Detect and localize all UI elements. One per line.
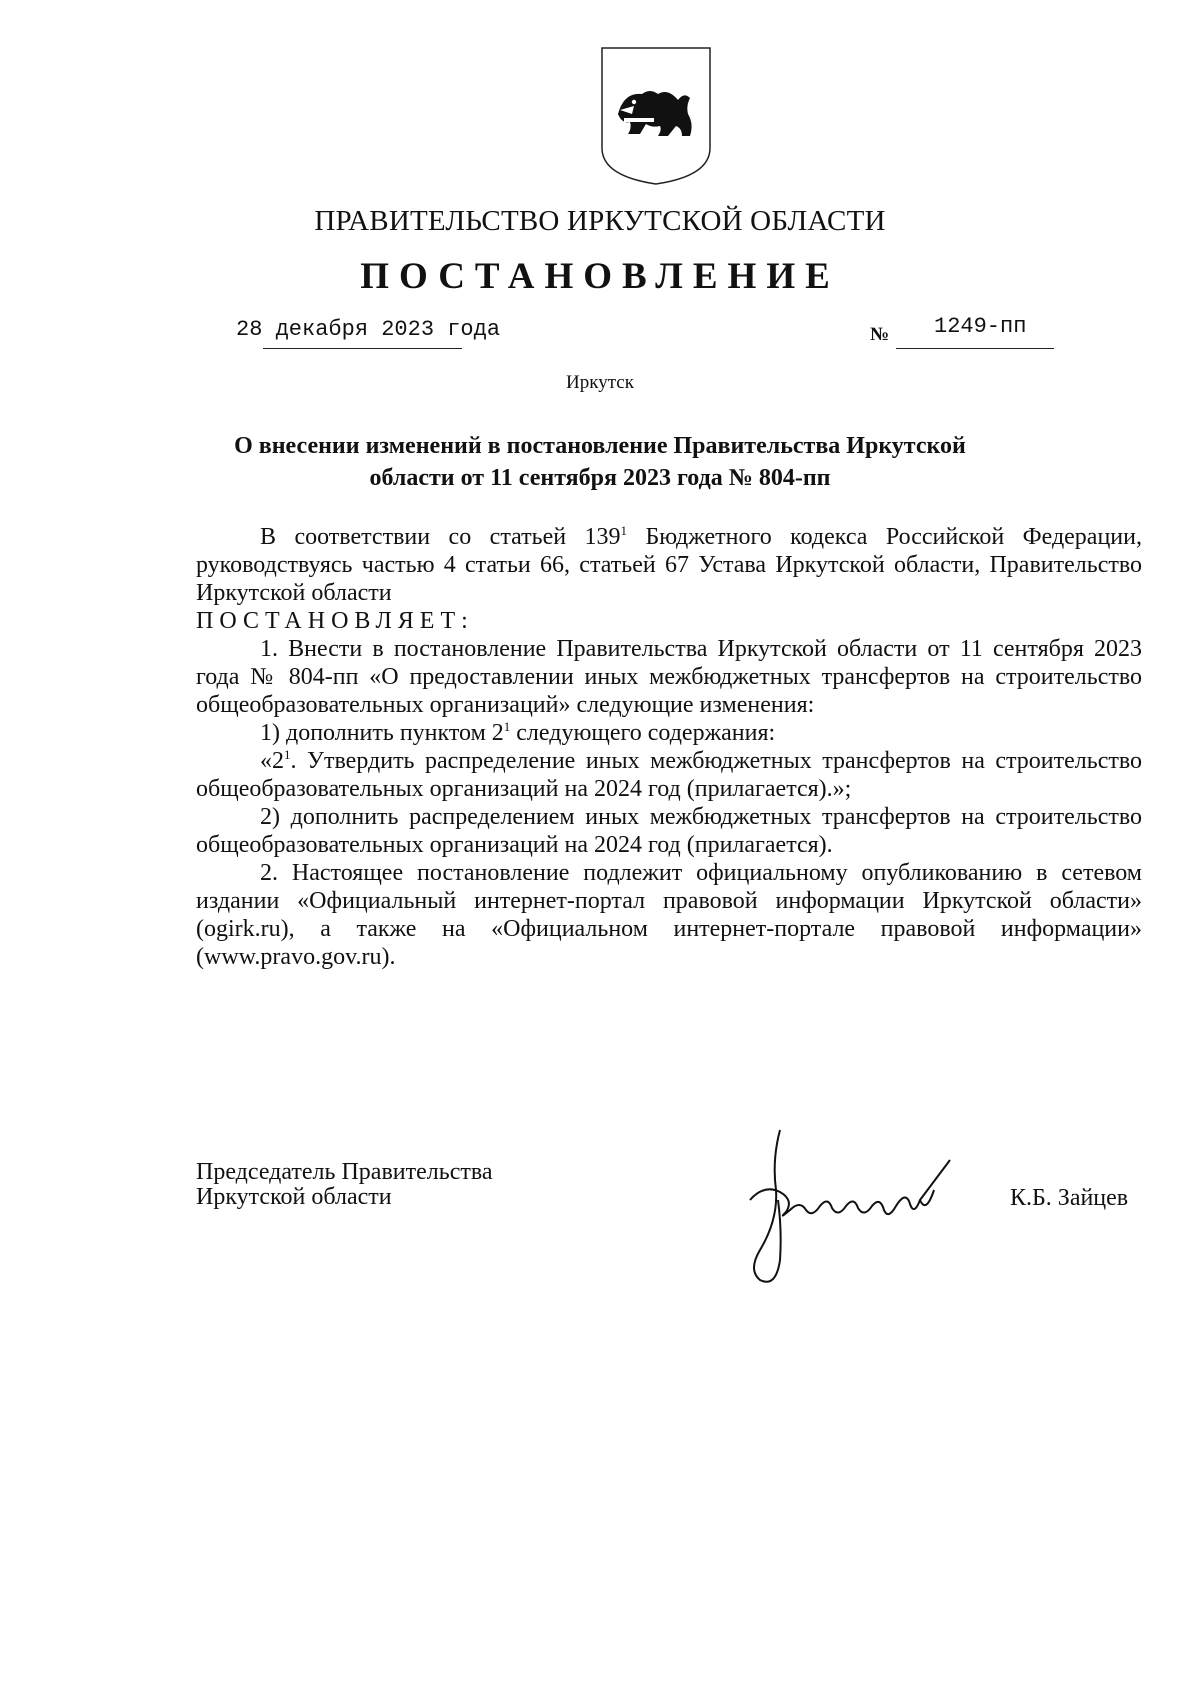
superscript: 1 [620,523,628,538]
handwritten-signature [720,1120,980,1300]
item-text: 1) дополнить пунктом 2 [260,720,504,746]
signer-position [196,1160,493,1210]
decree-word: ПОСТАНОВЛЯЕТ: [196,608,474,634]
clause-1-item-2: 2) дополнить распределением иных межбюджетных трансфертов на строительство общеобразовательных организаций на 2024 год (прилагается). [196,804,1142,858]
document-body [196,523,1142,971]
clause-2: 2. Настоящее постановление подлежит официальному опубликованию в сетевом издании «Официальный интернет-портал правовой информации Иркутской области» (ogirk.ru), а также на «Официальном интернет-портале правовой информации» (www.pravo.gov.ru). [196,860,1142,970]
number-label: № [870,324,890,345]
clause-1-item-1-quote [196,747,1142,803]
preamble-paragraph [196,523,1142,607]
superscript: 1 [284,747,291,762]
signer-position-line-1: Председатель Правительства [196,1159,493,1185]
quote-text: «2 [260,748,284,774]
city: Иркутск [566,372,634,393]
clause-1: 1. Внести в постановление Правительства Иркутской области от 11 сентября 2023 года № 804-пп «О предоставлении иных межбюджетных трансфертов на строительство общеобразовательных организаций» следующие изменения: [196,636,1142,718]
date-underline [263,348,462,349]
clause-1-item-1 [196,719,1142,747]
document-date: 28 декабря 2023 года [236,317,501,342]
preamble-text-cont: Бюджетного кодекса Российской Федерации, руководствуясь частью 4 статьи 66, статьей 67 Устава Иркутской области, Правительство Иркутской области [196,524,1142,606]
document-number: 1249-пп [934,314,1027,339]
number-underline [896,348,1054,349]
signer-position-line-2: Иркутской области [196,1184,392,1210]
document-title [180,430,1020,494]
document-type-heading: ПОСТАНОВЛЕНИЕ [360,256,840,297]
signer-name: К.Б. Зайцев [1010,1185,1129,1211]
superscript: 1 [503,719,511,734]
quote-text-cont: . Утвердить распределение иных межбюджетных трансфертов на строительство общеобразовательных организаций на 2024 год (прилагается).»; [196,748,1142,802]
title-line-2: области от 11 сентября 2023 года № 804-пп [369,465,831,491]
item-text-cont: следующего содержания: [510,720,776,746]
coat-of-arms-emblem [598,44,714,188]
preamble-text: В соответствии со статьей 139 [260,524,621,550]
title-line-1: О внесении изменений в постановление Правительства Иркутской [234,433,966,459]
government-name: ПРАВИТЕЛЬСТВО ИРКУТСКОЙ ОБЛАСТИ [314,205,886,237]
